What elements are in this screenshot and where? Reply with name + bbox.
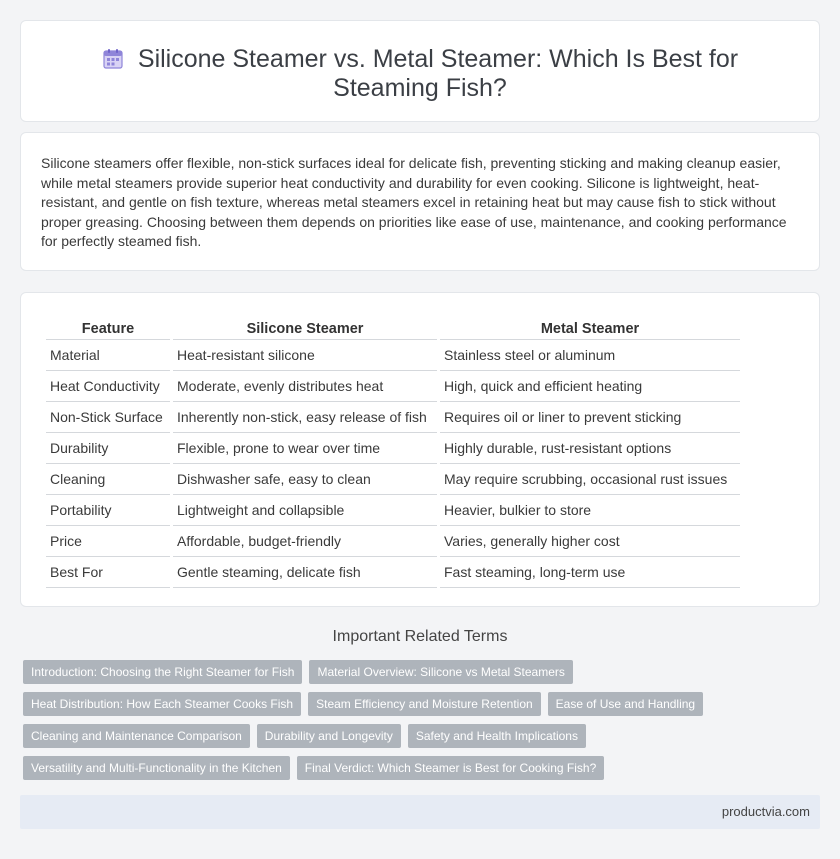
row-silicone: Inherently non-stick, easy release of fish xyxy=(173,402,437,433)
row-metal: Fast steaming, long-term use xyxy=(440,557,740,588)
row-feature: Non-Stick Surface xyxy=(46,402,170,433)
page-title-text: Silicone Steamer vs. Metal Steamer: Which Is Best for Steaming Fish? xyxy=(137,45,739,102)
table-header-row xyxy=(46,315,740,340)
row-silicone: Dishwasher safe, easy to clean xyxy=(173,464,437,495)
row-metal: Varies, generally higher cost xyxy=(440,526,740,557)
related-tag[interactable]: Introduction: Choosing the Right Steamer for Fish xyxy=(23,660,302,684)
row-silicone: Heat-resistant silicone xyxy=(173,340,437,371)
row-metal: Stainless steel or aluminum xyxy=(440,340,740,371)
table-row xyxy=(46,371,740,402)
row-metal: Requires oil or liner to prevent sticking xyxy=(440,402,740,433)
row-metal: Highly durable, rust-resistant options xyxy=(440,433,740,464)
related-tag[interactable]: Cleaning and Maintenance Comparison xyxy=(23,724,250,748)
row-feature: Price xyxy=(46,526,170,557)
footer xyxy=(20,795,820,829)
footer-site-link[interactable]: productvia.com xyxy=(721,804,810,819)
row-silicone: Moderate, evenly distributes heat xyxy=(173,371,437,402)
related-tag[interactable]: Material Overview: Silicone vs Metal Steamers xyxy=(309,660,572,684)
related-tag[interactable]: Steam Efficiency and Moisture Retention xyxy=(308,692,541,716)
table-row xyxy=(46,402,740,433)
related-tag[interactable]: Versatility and Multi-Functionality in the Kitchen xyxy=(23,756,290,780)
row-silicone: Flexible, prone to wear over time xyxy=(173,433,437,464)
related-tag[interactable]: Final Verdict: Which Steamer is Best for Cooking Fish? xyxy=(297,756,604,780)
related-tag[interactable]: Heat Distribution: How Each Steamer Cooks Fish xyxy=(23,692,301,716)
row-metal: Heavier, bulkier to store xyxy=(440,495,740,526)
row-silicone: Affordable, budget-friendly xyxy=(173,526,437,557)
row-metal: High, quick and efficient heating xyxy=(440,371,740,402)
row-feature: Cleaning xyxy=(46,464,170,495)
summary-text: Silicone steamers offer flexible, non-stick surfaces ideal for delicate fish, preventing sticking and making cleanup easier, while metal steamers provide superior heat conductivity and durability for even cooking. Silicone is lightweight, heat-resistant, and gentle on fish texture, whereas metal steamers excel in retaining heat but may cause fish to stick without proper greasing. Choosing between them depends on priorities like ease of use, maintenance, and cooking performance for perfectly steamed fish. xyxy=(41,155,787,249)
related-terms-list xyxy=(23,660,813,788)
row-feature: Durability xyxy=(46,433,170,464)
header-metal: Metal Steamer xyxy=(440,315,740,340)
title-card xyxy=(20,20,820,122)
table-row xyxy=(46,495,740,526)
comparison-table xyxy=(43,315,743,588)
related-terms-heading: Important Related Terms xyxy=(332,628,508,645)
related-tag[interactable]: Durability and Longevity xyxy=(257,724,401,748)
table-row xyxy=(46,526,740,557)
comparison-card xyxy=(20,292,820,607)
header-silicone: Silicone Steamer xyxy=(173,315,437,340)
summary-card xyxy=(20,132,820,271)
related-tag[interactable]: Ease of Use and Handling xyxy=(548,692,703,716)
table-row xyxy=(46,433,740,464)
row-feature: Heat Conductivity xyxy=(46,371,170,402)
table-row xyxy=(46,340,740,371)
row-feature: Portability xyxy=(46,495,170,526)
row-silicone: Lightweight and collapsible xyxy=(173,495,437,526)
row-feature: Material xyxy=(46,340,170,371)
row-silicone: Gentle steaming, delicate fish xyxy=(173,557,437,588)
calendar-icon xyxy=(102,48,124,70)
row-feature: Best For xyxy=(46,557,170,588)
header-feature: Feature xyxy=(46,315,170,340)
table-row xyxy=(46,557,740,588)
related-tag[interactable]: Safety and Health Implications xyxy=(408,724,586,748)
table-row xyxy=(46,464,740,495)
page-title xyxy=(21,45,819,103)
row-metal: May require scrubbing, occasional rust issues xyxy=(440,464,740,495)
